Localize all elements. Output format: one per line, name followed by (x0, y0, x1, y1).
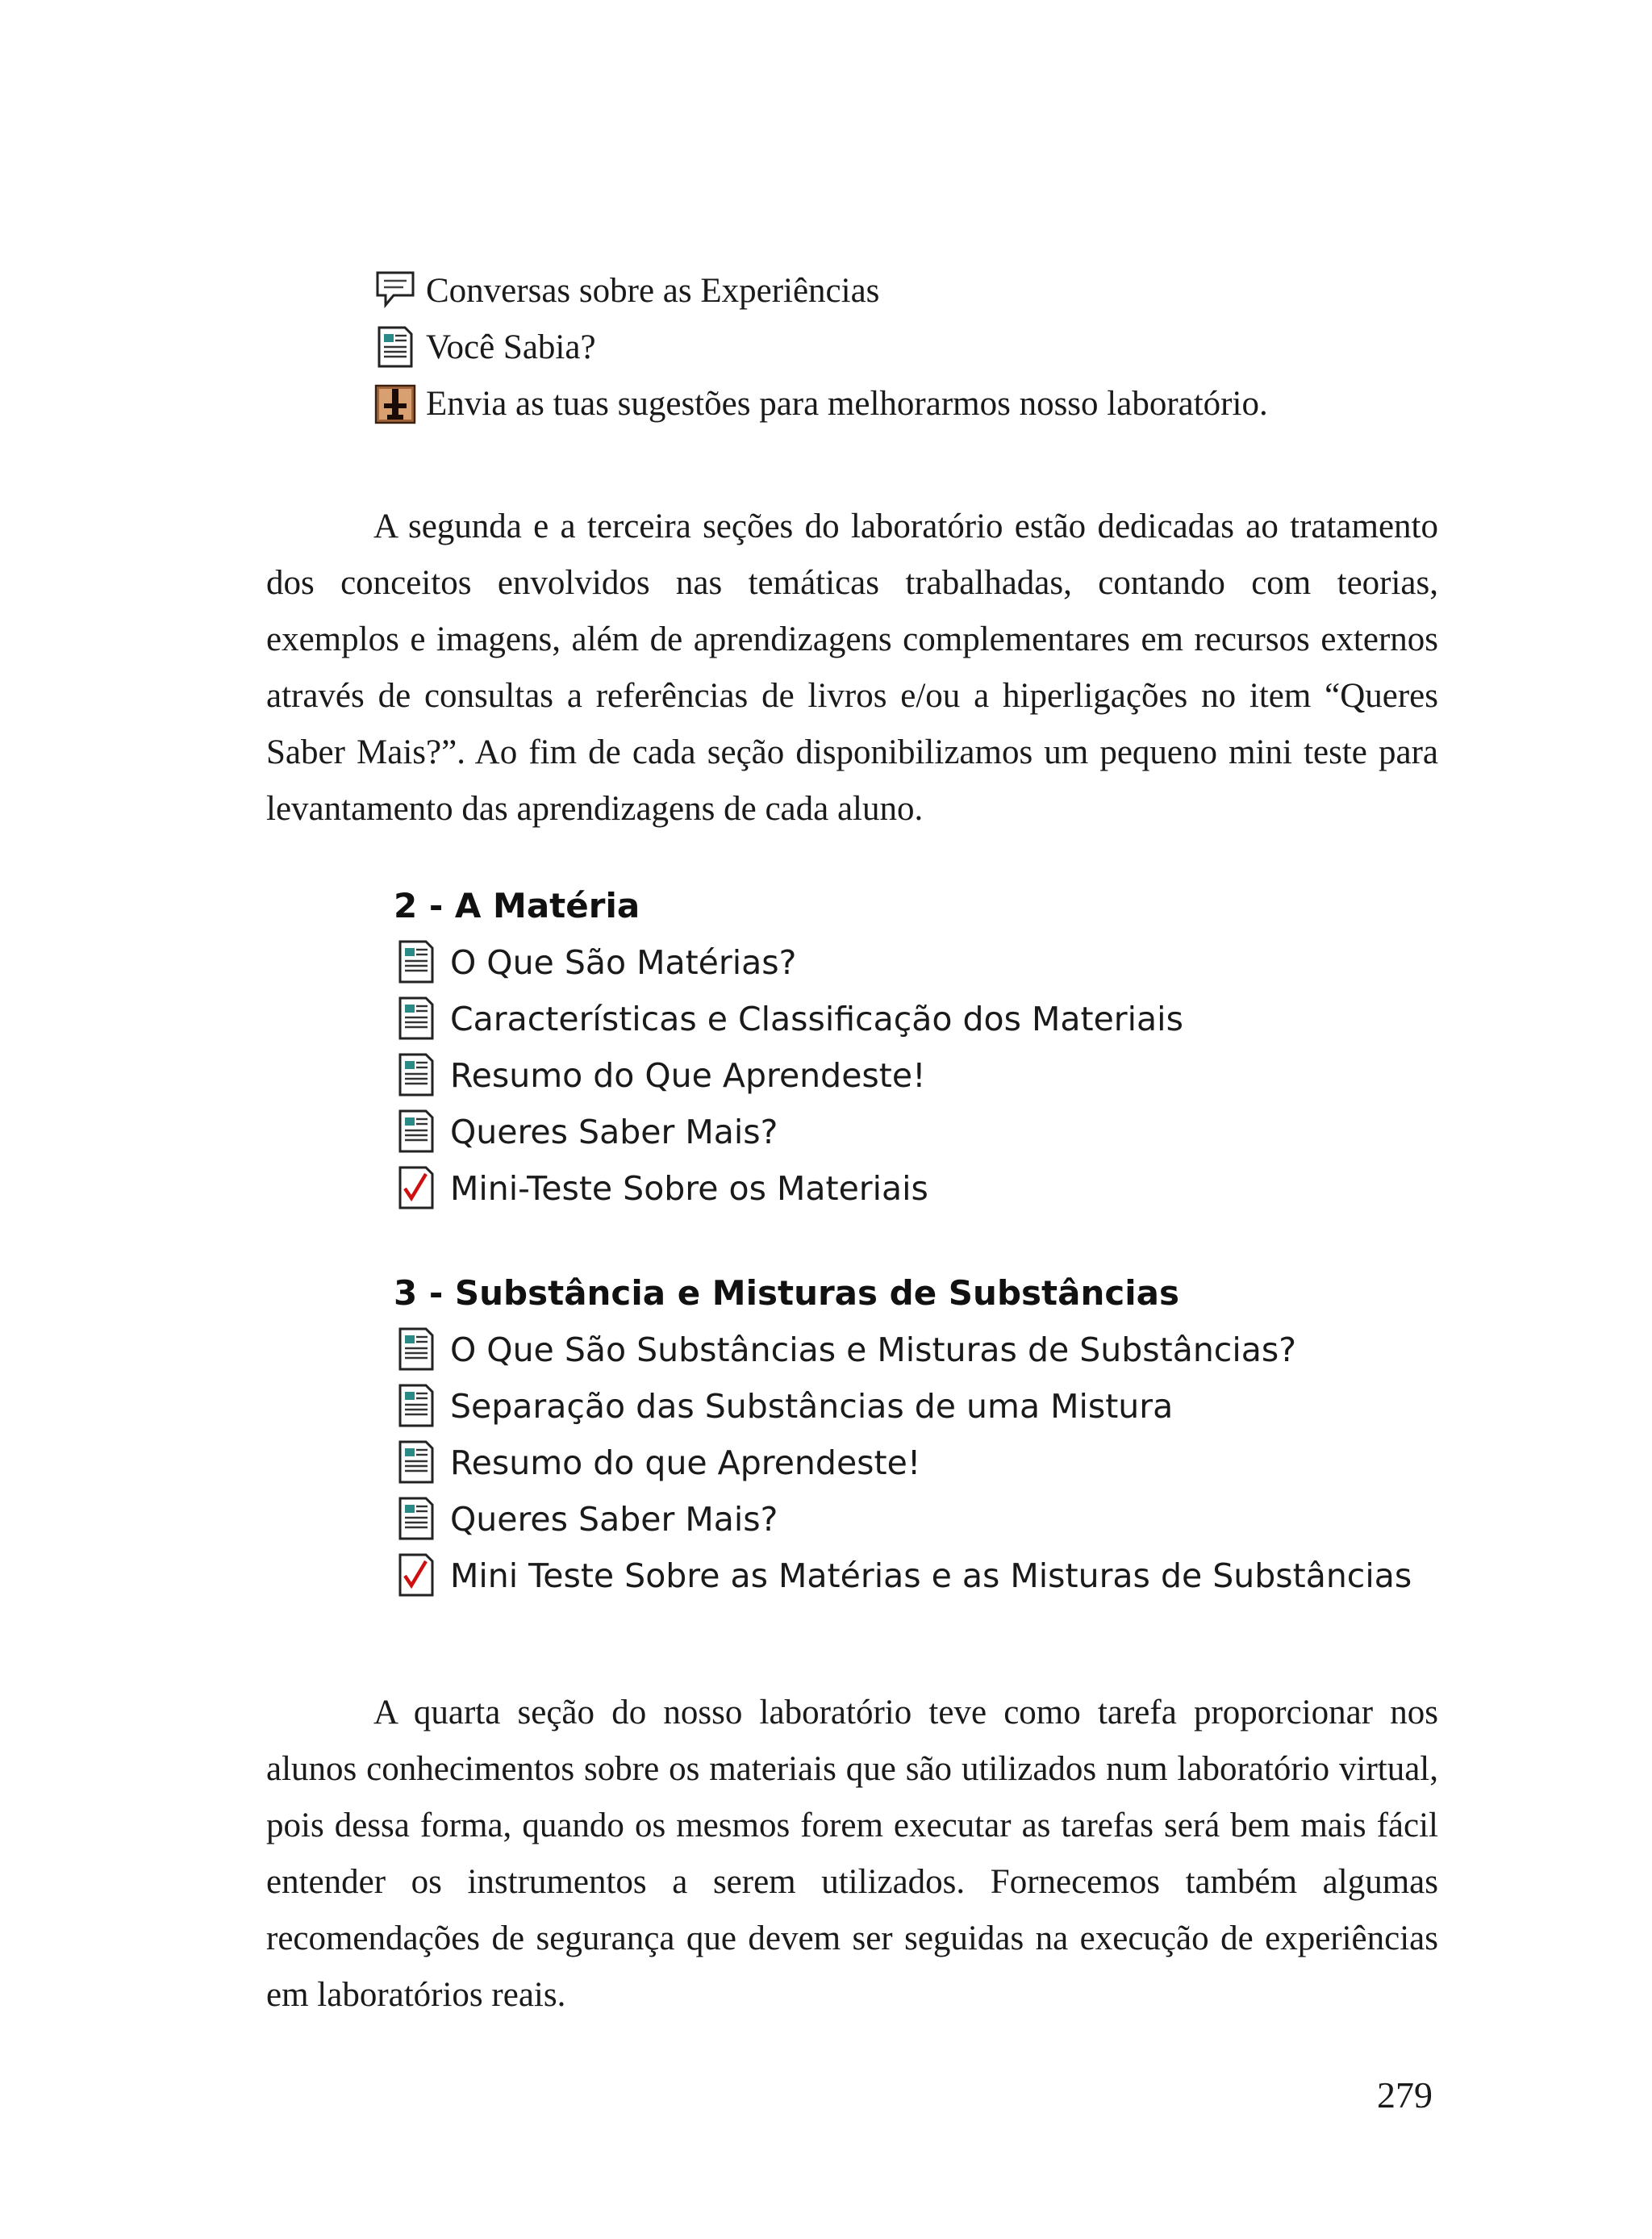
checkmark-icon (394, 1552, 439, 1600)
document-icon (394, 1108, 439, 1156)
page-number: 279 (1377, 2074, 1433, 2116)
section-item[interactable] (394, 1047, 1183, 1104)
item-label[interactable]: Resumo do Que Aprendeste! (450, 1056, 926, 1095)
section-item[interactable] (394, 1548, 1412, 1604)
item-label[interactable]: Mini-Teste Sobre os Materiais (450, 1169, 928, 1208)
item-label[interactable]: Mini Teste Sobre as Matérias e as Misturas de Substâncias (450, 1556, 1412, 1595)
link-conversas[interactable] (373, 262, 1268, 319)
document-icon (394, 1326, 439, 1374)
item-label[interactable]: Resumo do que Aprendeste! (450, 1443, 921, 1482)
item-label[interactable]: O Que São Substâncias e Misturas de Substâncias? (450, 1330, 1296, 1369)
speech-bubble-icon (373, 268, 418, 313)
paragraph-quarta-secao: A quarta seção do nosso laboratório teve como tarefa proporcionar nos alunos conhecimentos sobre os materiais que são utilizados num laboratório virtual, pois dessa forma, quando os mesmos forem executar as tarefas será bem mais fácil entender os instrumentos a serem utilizados. Fornecemos também algumas recomendações de segurança que devem ser seguidas na execução de experiências em laboratórios reais. (266, 1694, 1438, 2014)
document-icon (394, 1382, 439, 1431)
link-label[interactable]: Você Sabia? (426, 328, 596, 366)
section-item[interactable] (394, 934, 1183, 991)
section-item[interactable] (394, 1491, 1412, 1548)
link-voce-sabia[interactable] (373, 319, 1268, 375)
section-item[interactable] (394, 1322, 1412, 1378)
item-label[interactable]: Características e Classificação dos Materiais (450, 1000, 1183, 1038)
link-label[interactable]: Conversas sobre as Experiências (426, 271, 880, 310)
section-heading: 3 - Substância e Misturas de Substâncias (394, 1273, 1179, 1313)
section-item[interactable] (394, 991, 1183, 1047)
item-label[interactable]: Queres Saber Mais? (450, 1113, 778, 1151)
section-item[interactable] (394, 1104, 1183, 1160)
suggestion-box-icon (373, 381, 418, 426)
item-label[interactable]: Queres Saber Mais? (450, 1500, 778, 1539)
item-label[interactable]: O Que São Matérias? (450, 943, 797, 982)
section-item[interactable] (394, 1378, 1412, 1435)
section-materia (394, 878, 1183, 1217)
document-icon (394, 995, 439, 1043)
document-icon (394, 1439, 439, 1487)
item-label[interactable]: Separação das Substâncias de uma Mistura (450, 1387, 1174, 1426)
document-icon (394, 1051, 439, 1100)
document-icon (394, 1495, 439, 1543)
section-heading: 2 - A Matéria (394, 886, 640, 925)
section-item[interactable] (394, 1160, 1183, 1217)
section-substancias (394, 1265, 1412, 1604)
document-icon (373, 324, 418, 370)
top-link-list (373, 262, 1268, 432)
link-sugestoes[interactable] (373, 375, 1268, 432)
section-item[interactable] (394, 1435, 1412, 1491)
document-icon (394, 938, 439, 987)
paragraph-secoes: A segunda e a terceira seções do laboratório estão dedicadas ao tratamento dos conceitos envolvidos nas temáticas trabalhadas, contando com teorias, exemplos e imagens, além de aprendizagens complementares em recursos externos através de consultas a referências de livros e/ou a hiperligações no item “Queres Saber Mais?”. Ao fim de cada seção disponibilizamos um pequeno mini teste para levantamento das aprendizagens de cada aluno. (266, 508, 1438, 828)
link-label[interactable]: Envia as tuas sugestões para melhorarmos nosso laboratório. (426, 384, 1268, 423)
checkmark-icon (394, 1164, 439, 1213)
